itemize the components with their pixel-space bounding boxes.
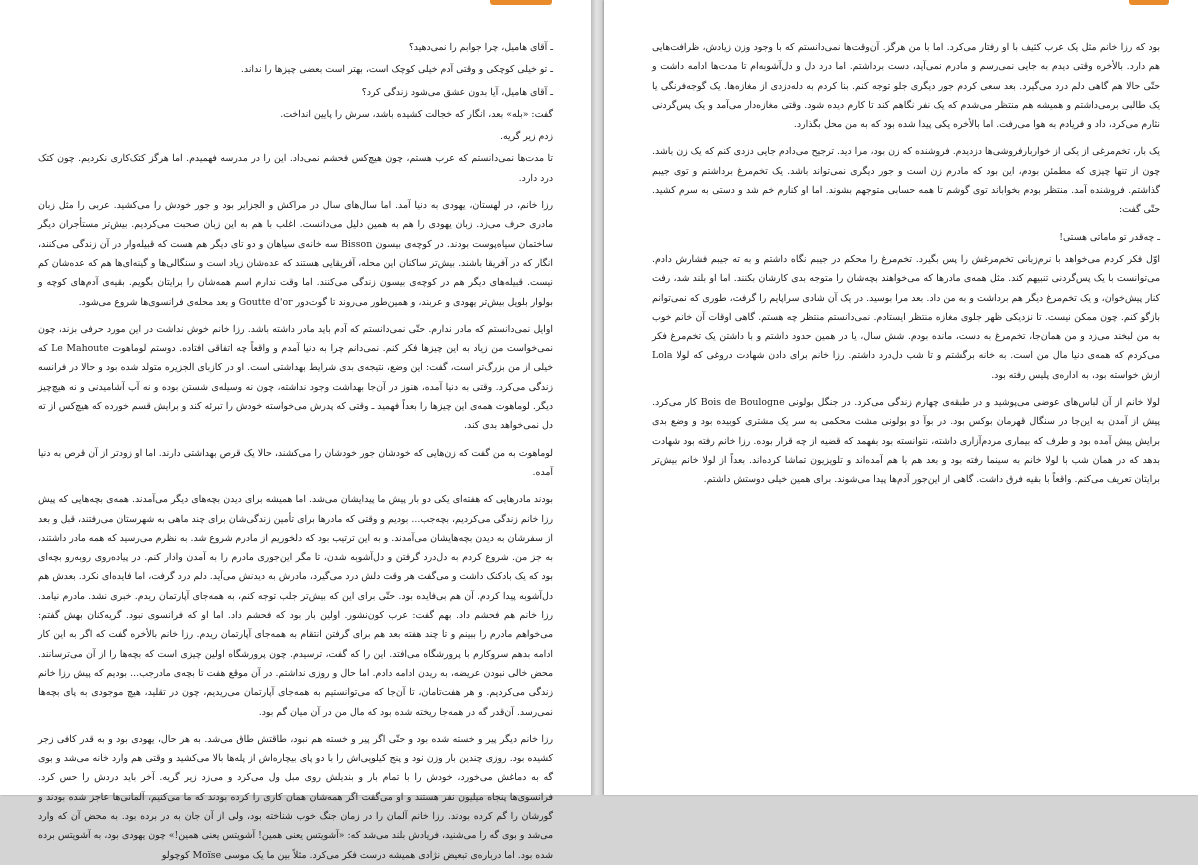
body-paragraph: یک بار، تخم‌مرغی از یکی از خواربارفروشی‌ها دزدیدم. فروشنده که زن بود، مرا دید. ترجیح می‌دادم جایی دزدی کنم که یک زن باشد. چون از تنها چیزی که مطمئن بودم، این بود که مادرم زن است و جور دیگری نمی‌تواند باشد. یک تخم‌مرغ برداشتم و توی جیبم گذاشتم. فروشنده آمد. منتظر بودم بخواباند توی گوشم تا همه حسابی متوجهم بشوند. اما او کنارم خم شد و دستی به سرم کشید. حتّی گفت: bbox=[652, 146, 1160, 216]
dialog-line: ـ آقای هامیل، آیا بدون عشق می‌شود زندگی کرد؟ bbox=[361, 86, 553, 98]
dialog-line: ـ تو خیلی کوچکی و وقتی آدم خیلی کوچک است، بهتر است بعضی چیزها را نداند. bbox=[240, 64, 553, 76]
body-paragraph: لوماهوت به من گفت که زن‌هایی که خودشان جور خودشان را می‌کشند، حالا یک قرص بهداشتی دارند. اما او زودتر از آن قرص به دنیا آمده. bbox=[38, 447, 553, 478]
body-paragraph: تا مدت‌ها نمی‌دانستم که عرب هستم، چون هیچ‌کس فحشم نمی‌داد. این را در مدرسه فهمیدم. اما هرگز کتک‌کاری نکردیم. چون کتک درد دارد. bbox=[38, 153, 553, 184]
body-paragraph: رزا خانم، در لهستان، یهودی به دنیا آمد. اما سال‌های سال در مراکش و الجزایر بود و جور خودش را می‌کشید. عربی را مثل زبان مادری حرف می‌زد. زبان یهودی را هم به همین دلیل می‌دانست. اغلب با هم به این زبان صحبت می‌کردیم. بیش‌تر مستأجران دیگر ساختمان سیاه‌پوست بودند. در کوچه‌ی بیسون Bisson سه خانه‌ی سیاهان و دو تای دیگر هم هست که قبیله‌وار در آن زندگی می‌کنند، انگار که در آفریقا باشند. بیش‌تر ساکنان این محله، آفریقایی هستند که عده‌شان زیاد است و سنگالی‌ها و گینه‌ای‌ها هم که عده‌شان کم نیست. قبیله‌های دیگر هم در کوچه‌ی بیسون زندگی می‌کنند. اما وقت ندارم اسم همه‌شان را برایتان بگویم. بقیه‌ی آدم‌های کوچه و بولوار بلویل بیش‌تر یهودی و عربند، و همین‌طور می‌روند تا گوت‌دور Goutte d'or و بعد محله‌ی فرانسوی‌ها شروع می‌شود. bbox=[38, 200, 553, 308]
left-page-text bbox=[38, 38, 553, 861]
header-ornament bbox=[1129, 0, 1169, 5]
body-paragraph: بود که رزا خانم مثل یک عرب کثیف با او رفتار می‌کرد. اما با من هرگز. آن‌وقت‌ها نمی‌دانستم که با وجود وزن زیادش، ظرافت‌هایی هم دارد. بالأخره وقتی دیدم به جایی نمی‌رسم و مادرم نمی‌آید، دست برداشتم. اما درد دل و دل‌آشوبه‌ام تا مدت‌ها ادامه داشت و حتّی حالا هم گاهی دلم درد می‌گیرد. بعد سعی کردم جور دیگری جلو توجه کنم. بنا کردم به دله‌دزدی از مغازه‌ها. یک گوجه‌فرنگی یا یک طالبی برمی‌داشتم و همیشه هم منتظر می‌شدم که یک نفر نگاهم کند تا کارم دیده شود. وقتی مغازه‌دار می‌آمد و یک پس‌گردنی نثارم می‌کرد، داد و فریادم به هوا می‌رفت. اما بالأخره یکی پیدا شده بود که به من محل بگذارد. bbox=[652, 42, 1160, 131]
left-page bbox=[0, 0, 591, 861]
dialog-line: ـ چه‌قدر تو ماماتی هستی! bbox=[1059, 231, 1160, 243]
body-paragraph: اوایل نمی‌دانستم که مادر ندارم. حتّی نمی‌دانستم که آدم باید مادر داشته باشد. رزا خانم خوش نداشت در این مورد حرفی بزند، چون نمی‌خواست من زیاد به این چیزها فکر کنم. نمی‌دانم چرا به دنیا آمدم و واقعاً چه اتفاقی افتاده. دوستم لوماهوت Le Mahoute که خیلی از من بزرگ‌تر است، گفت: این وضع، نتیجه‌ی بدی شرایط بهداشتی است. او در کازبای الجزیره متولد شده بود و حالا در فرانسه زندگی می‌کرد. وقتی به دنیا آمده، هنوز در آن‌جا بهداشت وجود نداشته، چون نه وسیله‌ی شستن بوده و نه آب آشامیدنی و نه هیچ‌چیز دیگر. لوماهوت همه‌ی این چیزها را بعداً فهمید ـ وقتی که پدرش می‌خواسته خودش را تبرئه کند و برایش قسم خورده که هیچ‌کس از ته دل نمی‌خواهد بدی کند. bbox=[38, 323, 553, 432]
body-paragraph: لولا خانم از آن لباس‌های عوضی می‌پوشید و در طبقه‌ی چهارم زندگی می‌کرد. در جنگل بولونی Bois de Boulogne کار می‌کرد. پیش از آمدن به این‌جا در سنگال قهرمان بوکس بود. در بوآ دو بولونی مشت محکمی به سر یک مشتری کوبیده بود و وضع بدی برایش پیش آمده بود و طرف که بیماری مردم‌آزاری داشته، نتوانسته بود بفهمد که قضیه از چه قرار بوده. رزا خانم رفته بود شهادت بدهد که در همان شب با لولا خانم به سینما رفته بود و بعد هم با هم آمده‌اند و تلویزیون تماشا کرده‌اند. بعداً از لولا خانم بیش‌تر برایتان تعریف می‌کنم. واقعاً با بقیه فرق داشت. گاهی از این‌جور آدم‌ها پیدا می‌شوند. برای همین خیلی دوستش داشتم. bbox=[652, 397, 1161, 486]
dialog-line: زدم زیر گریه. bbox=[499, 131, 553, 143]
right-page bbox=[604, 0, 1198, 795]
page-gutter bbox=[591, 0, 604, 795]
right-page-text bbox=[652, 38, 1160, 795]
dialog-line: ـ آقای هامیل، چرا جوابم را نمی‌دهید؟ bbox=[408, 42, 553, 53]
body-paragraph: رزا خانم دیگر پیر و خسته شده بود و حتّی اگر پیر و خسته هم نبود، طاقتش طاق می‌شد. به هر حال، یهودی بود و به قدر کافی زجر کشیده بود. روزی چندین بار وزن نود و پنج کیلویی‌اش را با دو پای بیچاره‌اش از پله‌ها بالا می‌کشید و وقتی هم وارد خانه می‌شد و بوی گه به دماغش می‌خورد، خودش را با تمام بار و بندیلش روی مبل ول می‌کرد و می‌زد زیر گریه. آخر باید دردش را حس کرد. فرانسوی‌ها پنجاه میلیون نفر هستند و او می‌گفت اگر همه‌شان همان کاری را کرده بودند که ما می‌کنیم، آلمانی‌ها عاجز شده بودند و گورشان را گم کرده بودند. رزا خانم آلمان را در زمان جنگ خوب شناخته بود، ولی از آن جان به در برده بود. به محض آن که وارد می‌شد و بوی گه را می‌شنید، فریادش بلند می‌شد که: «آشویتس یعنی همین! آشویتس یعنی همین!» چون یهودی بود، به آشویتس برده شده بود. اما درباره‌ی تبعیض نژادی همیشه درست فکر می‌کرد. مثلاً بین ما یک موسی Moïse کوچولو bbox=[38, 733, 553, 861]
body-paragraph: اوّل فکر کردم می‌خواهد با نرم‌زبانی تخم‌مرغش را پس بگیرد. تخم‌مرغ را محکم در جیبم نگاه داشتم و به ته جیبم فشارش دادم. می‌توانست با یک پس‌گردنی تنبیهم کند. مثل همه‌ی مادرها که می‌خواهند بچه‌شان را متوجه بدی کارشان بکنند. اما او بلند شد، رفت کنار پیش‌خوان، و یک تخم‌مرغ دیگر هم برداشت و به من داد. بعد مرا بوسید. در یک آن شادی سراپایم را گرفت، طوری که نمی‌توانم بازگو کنم. چون ممکن نیست. تا نزدیکی ظهر جلوی مغازه منتظر ایستادم. نمی‌دانستم منتظر چه هستم. گاهی اوقات آن خانم خوب به من لبخند می‌زد و من همان‌جا، تخم‌مرغ به دست، مانده بودم. شش سال، یا در همین حدود داشتم و با داشتن یک تخم‌مرغ فکر می‌کردم که همه‌ی دنیا مال من است. به خانه برگشتم و تا شب دل‌درد داشتم. رزا خانم برای دادن شهادت دروغی که لولا Lola ازش خواسته بود، به اداره‌ی پلیس رفته بود. bbox=[652, 253, 1160, 381]
body-paragraph: بودند مادرهایی که هفته‌ای یکی دو بار پیش ما پیدایشان می‌شد. اما همیشه برای دیدن بچه‌های دیگر می‌آمدند. همه‌ی بچه‌هایی که پیش رزا خانم زندگی می‌کردیم، بچه‌جب... بودیم و وقتی که مادرها برای تأمین زندگی‌شان برای چند ماهی به شهرستان می‌رفتند، قبل و بعد از سفرشان به دیدن بچه‌هایشان می‌آمدند. و به این ترتیب بود که دلخوریم از مادرم شروع شد. به نظرم می‌رسید که همه مادر داشتند، به جز من. شروع کردم به دل‌درد گرفتن و دل‌آشوبه شدن، تا مگر این‌جوری مادرم را به آمدن وادار کنم. در پیاده‌روی روبه‌رو بچه‌ای بود که یک بادکنک داشت و می‌گفت هر وقت دلش درد می‌گیرد، مادرش به دیدنش می‌آید. دلم درد گرفت، اما فایده‌ای نکرد. بعدش هم دل‌آشوبه پیدا کردم. آن هم بی‌فایده بود. حتّی برای این که بیش‌تر جلب توجه کنم، به همه‌جای آپارتمان ریدم. خبری نشد. مادرم نیامد. رزا خانم هم فحشم داد. بهم گفت: عرب کون‌نشور. اولین بار بود که فحشم داد. اما او که فرانسوی نبود. گریه‌کنان بهش گفتم: می‌خواهم مادرم را ببینم و تا چند هفته بعد هم برای گرفتن انتقام به همه‌جای آپارتمان ریدم. رزا خانم بالأخره گفت که اگر به این کار ادامه بدهم سروکارم با پرورشگاه می‌افتد. این را که گفت، ترسیدم. چون پرورشگاه اولین چیزی است که بچه‌ها را از آن می‌ترسانند. محض خالی نبودن عریضه، به ریدن ادامه دادم. اما حال و روزی نداشتم. در آن موقع هفت تا بچه‌ی مادرجب... بودیم که پیش رزا خانم زندگی می‌کردیم. و هر هفت‌تامان، تا آن‌جا که می‌توانستیم به همه‌جای آپارتمان می‌ریدیم، چون در تقلید، هیچ موجودی به پای بچه‌ها نمی‌رسد. آن‌قدر گه در همه‌جا ریخته شده بود که مال من در آن میان گم بود. bbox=[38, 494, 553, 718]
dialog-line: گفت: «بله» بعد، انگار که خجالت کشیده باشد، سرش را پایین انداخت. bbox=[280, 108, 553, 120]
header-ornament bbox=[490, 0, 552, 5]
